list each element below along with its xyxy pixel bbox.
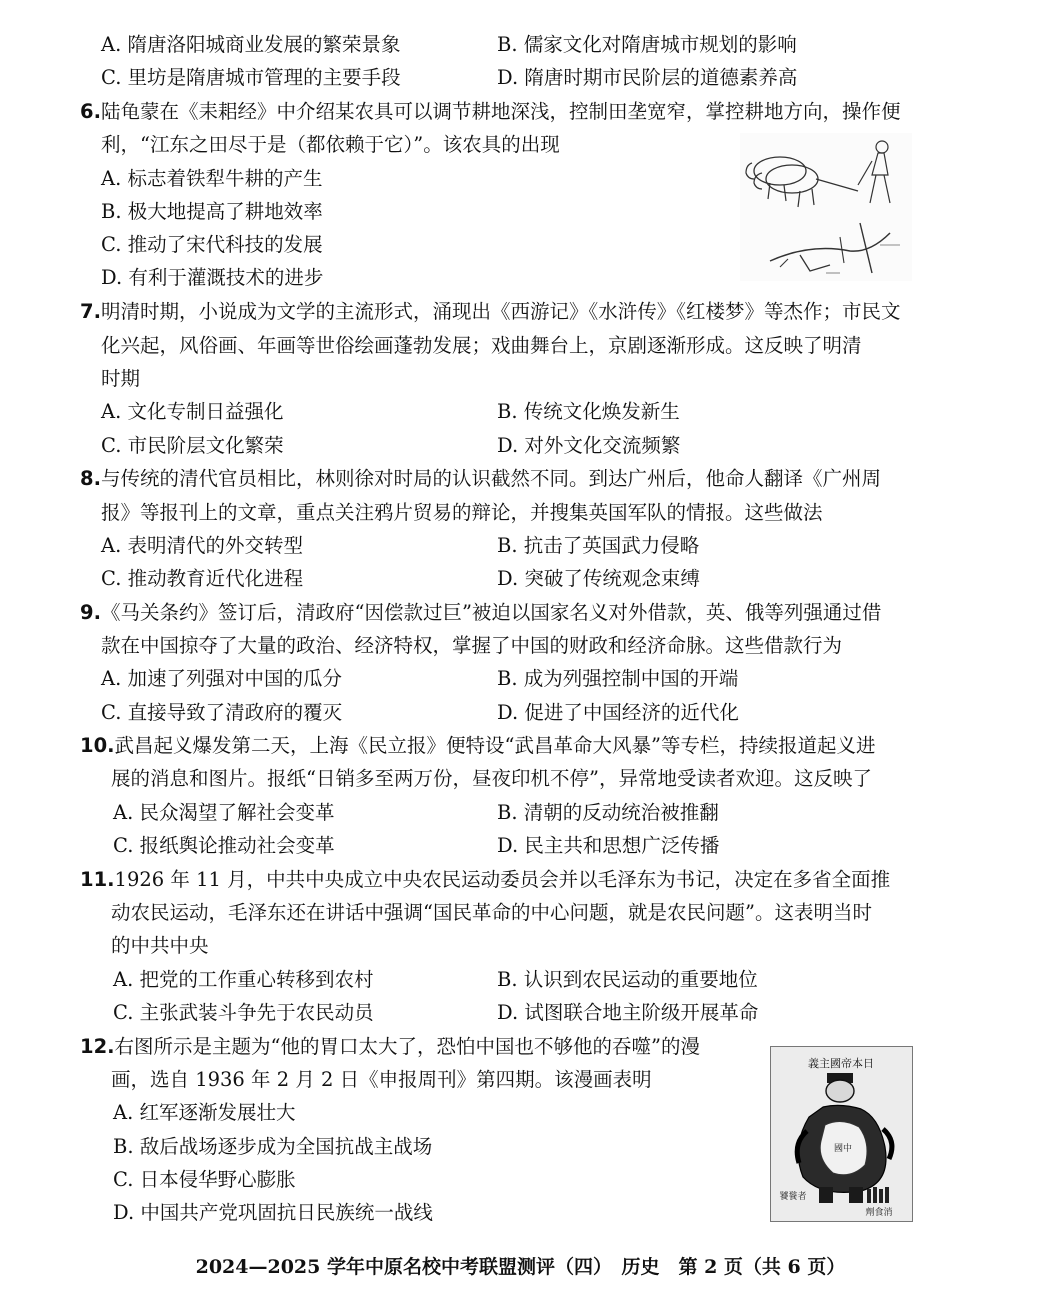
cartoon-banner: 義主國帝本日 xyxy=(808,1057,874,1070)
q7-option-b: B. 传统文化焕发新生 xyxy=(497,400,680,423)
q9-stem-line1 xyxy=(80,600,881,626)
q7-number: 7. xyxy=(80,300,101,323)
q10-option-c: C. 报纸舆论推动社会变革 xyxy=(113,834,335,857)
q9-text-1: 《马关条约》签订后，清政府“因偿款过巨”被迫以国家名义对外借款，英、俄等列强通过借 xyxy=(100,601,882,624)
ox-plough-drawing xyxy=(740,133,912,281)
q11-number: 11. xyxy=(80,868,115,891)
q10-option-a: A. 民众渴望了解社会变革 xyxy=(113,801,335,824)
q12-stem-line1 xyxy=(80,1034,700,1060)
japan-cartoon xyxy=(770,1046,913,1222)
q9-option-b: B. 成为列强控制中国的开端 xyxy=(497,667,739,690)
q12-option-c: C. 日本侵华野心膨胀 xyxy=(113,1168,296,1191)
q9-option-d: D. 促进了中国经济的近代化 xyxy=(497,701,739,724)
q10-text-1: 武昌起义爆发第二天，上海《民立报》便特设“武昌革命大风暴”等专栏，持续报道起义进 xyxy=(114,734,876,757)
q9-option-a: A. 加速了列强对中国的瓜分 xyxy=(101,667,342,690)
q6-stem-line2: 利，“江东之田尽于是（都依赖于它）”。该农具的出现 xyxy=(101,133,560,156)
q8-stem-line2: 报》等报刊上的文章，重点关注鸦片贸易的辩论，并搜集英国军队的情报。这些做法 xyxy=(101,501,823,524)
q11-option-b: B. 认识到农民运动的重要地位 xyxy=(497,968,758,991)
page-footer: 2024—2025 学年中原名校中考联盟测评（四） 历史 第 2 页（共 6 页） xyxy=(195,1256,846,1278)
q6-text-1: 陆龟蒙在《耒耜经》中介绍某农具可以调节耕地深浅，控制田垄宽窄，掌控耕地方向，操作便 xyxy=(100,100,901,123)
q11-option-a: A. 把党的工作重心转移到农村 xyxy=(113,968,374,991)
q9-option-c: C. 直接导致了清政府的覆灭 xyxy=(101,701,343,724)
q9-stem-line2: 款在中国掠夺了大量的政治、经济特权，掌握了中国的财政和经济命脉。这些借款行为 xyxy=(101,634,843,657)
q10-stem-line1 xyxy=(80,733,876,759)
q10-number: 10. xyxy=(80,734,115,757)
q7-option-c: C. 市民阶层文化繁荣 xyxy=(101,434,284,457)
q12-option-d: D. 中国共产党巩固抗日民族统一战线 xyxy=(113,1201,433,1224)
q7-text-1: 明清时期，小说成为文学的主流形式，涌现出《西游记》《水浒传》《红楼梦》等杰作；市民文 xyxy=(100,300,901,323)
q7-stem-line3: 时期 xyxy=(101,367,141,390)
cartoon-belly-label: 國中 xyxy=(833,1144,853,1154)
q10-option-d: D. 民主共和思想广泛传播 xyxy=(497,834,720,857)
q7-option-a: A. 文化专制日益强化 xyxy=(101,400,284,423)
q11-option-d: D. 试图联合地主阶级开展革命 xyxy=(497,1001,759,1024)
q8-option-d: D. 突破了传统观念束缚 xyxy=(497,567,700,590)
q10-stem-line2: 展的消息和图片。报纸“日销多至两万份，昼夜印机不停”，异常地受读者欢迎。这反映了 xyxy=(111,767,872,790)
q5-option-c: C. 里坊是隋唐城市管理的主要手段 xyxy=(101,66,401,89)
q6-option-b: B. 极大地提高了耕地效率 xyxy=(101,200,323,223)
plough-illustration xyxy=(740,133,912,281)
q7-stem-line2: 化兴起，风俗画、年画等世俗绘画蓬勃发展；戏曲舞台上，京剧逐渐形成。这反映了明清 xyxy=(101,334,862,357)
q12-option-a: A. 红军逐渐发展壮大 xyxy=(113,1101,296,1124)
q10-option-b: B. 清朝的反动统治被推翻 xyxy=(497,801,719,824)
cartoon-bottom-left-label: 饕餮者 xyxy=(779,1192,807,1202)
q12-stem-line2: 画，选自 1936 年 2 月 2 日《申报周刊》第四期。该漫画表明 xyxy=(111,1068,652,1091)
cartoon-drawing xyxy=(771,1047,912,1221)
q5-option-b: B. 儒家文化对隋唐城市规划的影响 xyxy=(497,33,797,56)
q12-text-1: 右图所示是主题为“他的胃口太大了，恐怕中国也不够他的吞噬”的漫 xyxy=(114,1035,700,1058)
q12-number: 12. xyxy=(80,1035,115,1058)
q9-number: 9. xyxy=(80,601,101,624)
q8-number: 8. xyxy=(80,467,101,490)
q11-stem-line1 xyxy=(80,867,890,893)
q11-stem-line3: 的中共中央 xyxy=(111,934,209,957)
q6-option-d: D. 有利于灌溉技术的进步 xyxy=(101,266,324,289)
q7-stem-line1 xyxy=(80,299,901,325)
q6-stem-line1 xyxy=(80,99,901,125)
q5-option-a: A. 隋唐洛阳城商业发展的繁荣景象 xyxy=(101,33,401,56)
q8-text-1: 与传统的清代官员相比，林则徐对时局的认识截然不同。到达广州后，他命人翻译《广州周 xyxy=(100,467,881,490)
q5-option-d: D. 隋唐时期市民阶层的道德素养高 xyxy=(497,66,798,89)
q8-option-b: B. 抗击了英国武力侵略 xyxy=(497,534,700,557)
q12-option-b: B. 敌后战场逐步成为全国抗战主战场 xyxy=(113,1135,433,1158)
q8-option-a: A. 表明清代的外交转型 xyxy=(101,534,303,557)
q6-option-a: A. 标志着铁犁牛耕的产生 xyxy=(101,167,323,190)
q8-stem-line1 xyxy=(80,466,881,492)
q6-number: 6. xyxy=(80,100,101,123)
q6-option-c: C. 推动了宋代科技的发展 xyxy=(101,233,323,256)
q11-stem-line2: 动农民运动，毛泽东还在讲话中强调“国民革命的中心问题，就是农民问题”。这表明当时 xyxy=(111,901,872,924)
q11-text-1: 1926 年 11 月，中共中央成立中央农民运动委员会并以毛泽东为书记，决定在多省全面推 xyxy=(114,868,891,891)
cartoon-bottom-right-label: 劑食消 xyxy=(865,1208,893,1218)
q11-option-c: C. 主张武装斗争先于农民动员 xyxy=(113,1001,374,1024)
q7-option-d: D. 对外文化交流频繁 xyxy=(497,434,681,457)
q8-option-c: C. 推动教育近代化进程 xyxy=(101,567,304,590)
